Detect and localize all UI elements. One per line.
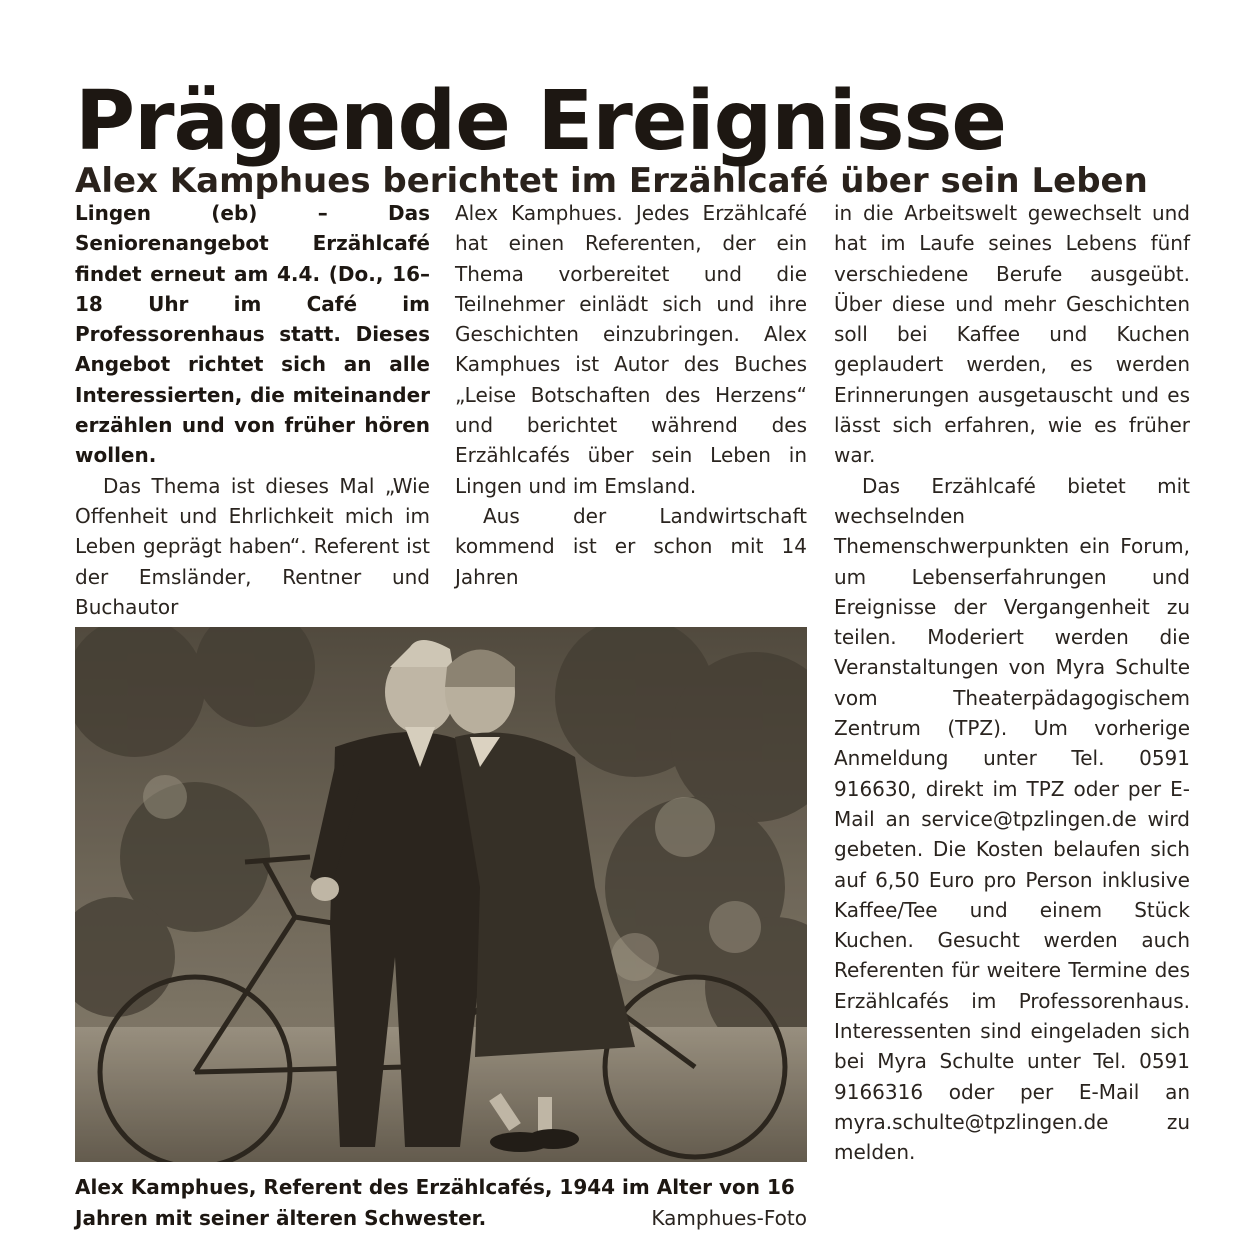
article-paragraph-2-continued: in die Arbeitswelt gewechselt und hat im Laufe seines Lebens fünf verschiedene Berufe ausgeübt. Über diese und mehr Geschichten soll bei Kaffee und Kuchen geplaudert werden, es werden Erinnerungen ausgetauscht und es lässt sich erfahren, wie es früher war.	[834, 201, 1190, 468]
article-column-2	[455, 198, 807, 592]
article-paragraph-2: Aus der Landwirtschaft kommend ist er schon mit 14 Jahren	[455, 503, 807, 589]
article-paragraph-1-continued: Alex Kamphues. Jedes Erzählcafé hat einen Referenten, der ein Thema vorbereitet und die Teilnehmer einlädt sich und ihre Geschichten einzubringen. Alex Kamphues ist Autor des Buches „Leise Botschaften des Herzens“ und berichtet während des Erzählcafés über sein Leben in Lingen und im Emsland.	[455, 201, 807, 498]
photo-illustration	[75, 627, 807, 1162]
article-paragraph-3: Das Erzählcafé bietet mit wechselnden Themenschwerpunkten ein Forum, um Lebenserfahrungen und Ereignisse der Vergangenheit zu teilen. Moderiert werden die Veranstaltungen von Myra Schulte vom Theaterpädagogischem Zentrum (TPZ). Um vorherige Anmeldung unter Tel. 0591 916630, direkt im TPZ oder per E-Mail an service@tpzlingen.de wird gebeten. Die Kosten belaufen sich auf 6,50 Euro pro Person inklusive Kaffee/Tee und einem Stück Kuchen. Gesucht werden auch Referenten für weitere Termine des Erzählcafés im Professorenhaus. Interessenten sind eingeladen sich bei Myra Schulte unter Tel. 0591 9166316 oder per E-Mail an myra.schulte@tpzlingen.de zu melden.	[834, 473, 1190, 1165]
article-column-3	[834, 198, 1190, 1168]
article-column-1	[75, 198, 430, 622]
photo-caption: Alex Kamphues, Referent des Erzählcafés, 1944 im Alter von 16 Jahren mit seiner älteren Schwester.	[75, 1175, 795, 1230]
subheadline: Alex Kamphues berichtet im Erzählcafé über sein Leben	[75, 161, 1148, 202]
article-lead: Lingen (eb) – Das Seniorenangebot Erzählcafé findet erneut am 4.4. (Do., 16–18 Uhr im Café im Professorenhaus statt. Dieses Angebot richtet sich an alle Interessierten, die miteinander erzählen und von früher hören wollen.	[75, 201, 430, 468]
historical-photo	[75, 627, 807, 1162]
photo-credit: Kamphues-Foto	[651, 1206, 807, 1230]
article-paragraph-1: Das Thema ist dieses Mal „Wie Offenheit und Ehrlichkeit mich im Leben geprägt haben“. Referent ist der Emsländer, Rentner und Buchautor	[75, 473, 430, 619]
headline: Prägende Ereignisse	[75, 73, 1007, 169]
photo-caption-block	[75, 1172, 807, 1234]
